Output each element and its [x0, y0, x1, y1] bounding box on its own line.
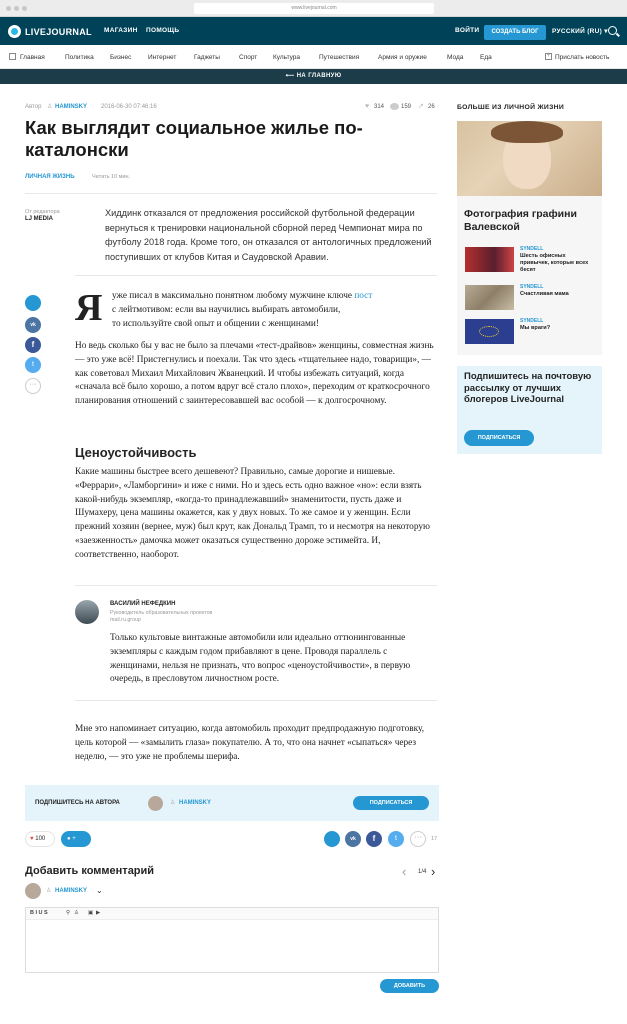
author-link[interactable]: HAMINSKY [179, 800, 212, 806]
editor-toolbar [26, 908, 438, 920]
post-date: 2016-06-30 07:46:16 [101, 104, 157, 110]
browser-toolbar [0, 0, 627, 17]
chevron-left-icon[interactable]: ‹ [402, 864, 407, 879]
add-comment-button[interactable]: ДОБАВИТЬ [380, 979, 439, 993]
news-source: SYNDELL [520, 318, 544, 324]
back-to-home-bar[interactable] [0, 69, 627, 84]
logo-text: LIVEJOURNAL [25, 26, 92, 37]
comment-button[interactable] [61, 831, 91, 847]
arrow-left-icon: ⟵ [285, 73, 295, 79]
category-link[interactable]: Еда [480, 54, 492, 61]
user-icon: ♙ [47, 104, 53, 110]
window-minimize-dot[interactable] [14, 6, 19, 11]
intro-line [112, 290, 437, 304]
share-icon[interactable]: ↗ [418, 103, 424, 110]
comment-pager: 1/4 [418, 869, 427, 875]
quote-text: Только культовые винтажные автомобили или идеально оттюнингованные экземпляры с каждым годом прибавляют в цене. Проводя параллель с женщинами, нельзя не признать, что вопрос «ценоустойчивости», в первую очередь, в пресловутом личностном росте. [110, 633, 411, 685]
home-grid-icon [9, 53, 16, 60]
chevron-down-icon: ▾ [604, 28, 608, 35]
news-thumbnail [465, 285, 514, 310]
vk-share-icon[interactable]: vk [345, 831, 361, 847]
read-time: Читать 10 мин. [92, 174, 131, 180]
category-link[interactable]: Мода [447, 54, 464, 61]
editor-label: От редактора [25, 209, 60, 215]
livejournal-share-icon[interactable] [25, 295, 41, 311]
news-source: SYNDELL [520, 284, 544, 290]
avatar [148, 796, 163, 811]
likes-count: 100 [35, 836, 46, 842]
lead-paragraph: Хиддинк отказался от предложения российской футбольной федерации вернуться к тренировки национальной сборной перед Чемпионат мира по футболу 2018 года. Кроме того, он отказался от антологичных предложений поступивших от клубов Китая и Саудовской Аравии. [105, 208, 432, 262]
category-link[interactable]: Путешествия [319, 54, 360, 61]
category-link[interactable]: Спорт [239, 54, 258, 61]
nav-shop[interactable]: МАГАЗИН [104, 27, 138, 34]
chevron-right-icon[interactable]: › [431, 864, 436, 879]
twitter-share-icon[interactable]: t [25, 357, 41, 373]
quote-role: Руководитель образовательных проектов mail.ru.group [110, 610, 213, 623]
feature-title[interactable]: Фотография графини Валевской [464, 208, 577, 233]
post-tag[interactable]: ЛИЧНАЯ ЖИЗНЬ [25, 174, 75, 180]
paragraph: Какие машины быстрее всего дешевеют? Правильно, самые дорогие и нишевые. «Феррари», «Ламборгини» и иже с ними. Но и здесь есть одно важное «но»: если взять какой-нибудь экземпляр, «когда-то принадлежавший» знаменитости, пусть даже и Шумахеру, цена машины окажется, как у двух новых. То же самое и у женщин. Если прежний хозяин (вернее, муж) был крут, как Дональд Трамп, то и несмотря на некоторую «заезженность» дамочка может оказаться существенно дороже эстимейта. И, соответственно, наоборот. [75, 467, 430, 560]
portrait-image[interactable] [457, 121, 602, 196]
create-blog-button[interactable]: СОЗДАТЬ БЛОГ [484, 25, 546, 40]
image-icon[interactable]: ▣ [88, 910, 94, 916]
add-comment-title: Добавить комментарий [25, 865, 155, 877]
more-options-icon[interactable]: ··· [25, 378, 41, 394]
sidebar-feature-card [457, 121, 602, 355]
video-icon[interactable]: ▶ [96, 910, 101, 916]
divider [75, 700, 437, 701]
chevron-down-icon[interactable]: ⌄ [96, 886, 103, 895]
category-link[interactable]: Культура [273, 54, 301, 61]
language-label: РУССКИЙ (RU) [552, 28, 603, 35]
language-select[interactable] [552, 27, 608, 35]
category-link[interactable]: Главная [20, 54, 45, 61]
like-button[interactable] [25, 831, 55, 847]
comments-count: 159 [401, 104, 412, 110]
subscribe-author-bar [25, 785, 439, 821]
heart-icon[interactable]: ♥ [365, 103, 370, 110]
category-link[interactable]: Политика [65, 54, 94, 61]
window-zoom-dot[interactable] [22, 6, 27, 11]
author-label: Автор [25, 104, 42, 110]
newsletter-subscribe-button[interactable]: ПОДПИСАТЬСЯ [464, 430, 534, 446]
likes-count: 314 [374, 104, 385, 110]
quote-author: ВАСИЛИЙ НЕФЕДКИН [110, 601, 176, 607]
news-thumbnail [465, 247, 514, 272]
comment-add: + [72, 836, 76, 842]
home-link-label: НА ГЛАВНУЮ [296, 73, 342, 79]
login-link[interactable]: ВОЙТИ [455, 27, 480, 34]
address-bar[interactable]: www.livejournal.com [194, 3, 434, 14]
user-tag-icon[interactable]: ♙ [74, 910, 79, 916]
drop-cap: Я [75, 287, 103, 329]
portrait-hair [491, 121, 563, 143]
share-count: 17 [431, 836, 438, 842]
paragraph: Мне это напоминает ситуацию, когда автомобиль проходит предпродажную подготовку, цель которой — «замылить глаза» покупателю. А то, что она начнет «сыпаться» через неделю, — это уже не проблемы шерифа. [75, 724, 425, 762]
livejournal-logo[interactable] [8, 25, 92, 38]
facebook-share-icon[interactable]: f [25, 337, 41, 353]
intro-line: с лейтмотивом: если вы научились выбирать автомобили, [112, 304, 341, 315]
user-icon: ♙ [46, 888, 52, 894]
send-news-link[interactable]: Прислать новость [555, 54, 610, 61]
intro-text: уже писал в максимально понятном любому мужчине ключе [112, 291, 355, 301]
author-link[interactable]: HAMINSKY [55, 104, 88, 110]
sidebar-news-item[interactable] [465, 247, 595, 273]
post-title: Как выглядит социальное жилье по-каталонски [25, 117, 363, 160]
category-link[interactable]: Интернет [148, 54, 177, 61]
search-icon[interactable] [608, 26, 617, 35]
facebook-share-icon[interactable]: f [366, 831, 382, 847]
category-link[interactable]: Бизнес [110, 54, 132, 61]
news-source: SYNDELL [520, 246, 544, 252]
divider [75, 275, 437, 276]
top-navigation [0, 17, 627, 45]
newsletter-title: Подпишитесь на почтовую рассылку от лучших блогеров LiveJournal [464, 371, 592, 405]
divider [75, 585, 437, 586]
paragraph: Но ведь сколько бы у вас не было за плечами «тест-драйвов» женщины, совместная жизнь — это уже всё! Пристегнулись и поехали. Так что здесь «тщательнее надо, товарищи», — как советовал Михаил Михайлович Жванецкий. И чтобы избежать ситуаций, когда «сначала всё было хорошо, а потом вдруг всё стало плохо», переходим от краткосрочного планирования отношений с заинтересовавшей вас особой — к долгосрочному. [75, 341, 434, 407]
sidebar-heading: БОЛЬШЕ ИЗ ЛИЧНОЙ ЖИЗНИ [457, 104, 565, 111]
intro-line: то используйте свой опыт и общении с женщинами! [112, 318, 319, 329]
news-title: Мы враги? [520, 325, 551, 331]
comment-editor[interactable] [25, 907, 439, 973]
vk-share-icon[interactable]: vk [25, 317, 41, 333]
category-link[interactable]: Армия и оружие [378, 54, 427, 61]
section-heading: Ценоустойчивость [75, 445, 197, 460]
newsletter-box [457, 366, 602, 454]
sidebar-news-item[interactable] [465, 285, 595, 311]
livejournal-share-icon[interactable] [324, 831, 340, 847]
format-buttons[interactable]: B I U S [30, 910, 48, 916]
divider [25, 193, 437, 194]
category-link[interactable]: Гаджеты [194, 54, 220, 61]
nav-help[interactable]: ПОМОЩЬ [146, 27, 180, 34]
editor-name: LJ MEDIA [25, 216, 54, 222]
subscribe-author-label: ПОДПИШИТЕСЬ НА АВТОРА [35, 800, 120, 806]
window-close-dot[interactable] [6, 6, 11, 11]
avatar [25, 883, 41, 899]
eu-stars [479, 326, 499, 337]
subscribe-author-button[interactable]: ПОДПИСАТЬСЯ [353, 796, 429, 810]
link-icon[interactable]: ⚲ [66, 910, 71, 916]
comment-user[interactable]: HAMINSKY [55, 888, 88, 894]
more-options-icon[interactable]: ··· [410, 831, 426, 847]
news-title: Шесть офисных привычек, которые всех бесят [520, 253, 589, 273]
heart-icon: ♥ [30, 836, 34, 842]
logo-icon [8, 25, 21, 38]
avatar [75, 600, 99, 624]
shares-count: 26 [428, 104, 435, 110]
comment-icon[interactable] [390, 103, 399, 110]
news-title: Счастливая мама [520, 291, 569, 297]
category-bar [0, 45, 627, 69]
user-icon: ♙ [170, 800, 176, 806]
comment-icon: ● [67, 836, 71, 842]
sidebar-news-item[interactable] [465, 319, 595, 345]
post-link[interactable]: пост [354, 291, 373, 301]
twitter-share-icon[interactable]: t [388, 831, 404, 847]
plus-icon: + [546, 53, 551, 59]
